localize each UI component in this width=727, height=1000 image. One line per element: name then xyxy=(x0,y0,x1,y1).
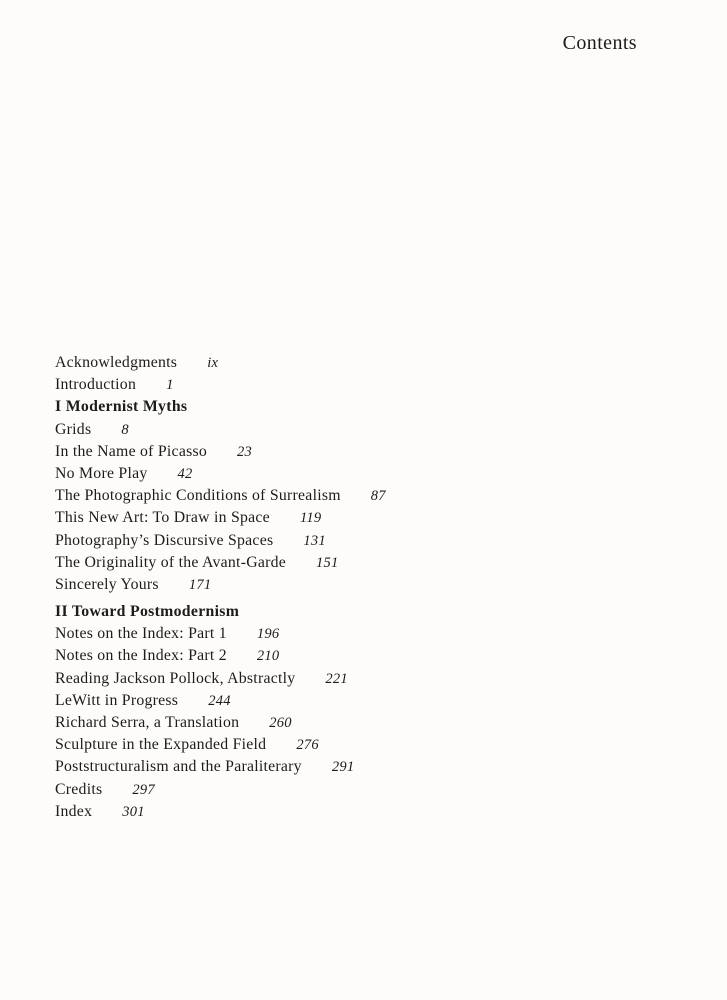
toc-page-number: 42 xyxy=(177,465,193,482)
toc-entry-index[interactable] xyxy=(55,801,655,823)
toc-page-number: 196 xyxy=(256,626,280,643)
toc-entry-title: Richard Serra, a Translation xyxy=(55,714,240,731)
toc-page-number: 244 xyxy=(208,692,231,709)
toc-page-number: 8 xyxy=(121,421,129,438)
toc-entry-title: This New Art: To Draw in Space xyxy=(55,509,270,527)
toc-entry-title: Reading Jackson Pollock, Abstractly xyxy=(55,669,296,687)
toc-entry-title: LeWitt in Progress xyxy=(55,691,179,709)
toc-page-number: 221 xyxy=(325,670,348,687)
toc-entry-title: Credits xyxy=(55,780,103,798)
toc-page-number: 260 xyxy=(269,715,292,731)
toc-entry-title: Index xyxy=(55,802,93,820)
toc-entry-title: The Originality of the Avant-Garde xyxy=(55,553,287,571)
toc-page-number: 291 xyxy=(331,759,355,776)
part-heading-toward-postmodernism: II Toward Postmodernism xyxy=(55,603,240,621)
table-of-contents xyxy=(55,352,655,823)
toc-entry-reading-pollock[interactable] xyxy=(55,668,655,690)
toc-entry-discursive-spaces[interactable] xyxy=(55,530,655,552)
toc-entry-richard-serra[interactable] xyxy=(55,712,655,734)
toc-entry-title: No More Play xyxy=(55,464,148,482)
toc-entry-index-part-2[interactable] xyxy=(55,645,655,667)
toc-entry-credits[interactable] xyxy=(55,779,655,801)
toc-entry-title: Poststructuralism and the Paraliterary xyxy=(55,758,302,776)
toc-entry-introduction[interactable] xyxy=(55,374,655,396)
toc-page-number: 301 xyxy=(122,803,145,820)
page-title: Contents xyxy=(562,32,637,54)
toc-page-number: 276 xyxy=(296,737,319,754)
toc-entry-name-of-picasso[interactable] xyxy=(55,441,655,463)
toc-entry-index-part-1[interactable] xyxy=(55,623,655,645)
part-heading-modernist-myths: I Modernist Myths xyxy=(55,398,188,416)
toc-entry-title: Sculpture in the Expanded Field xyxy=(55,736,267,754)
toc-page-number: 151 xyxy=(316,554,339,571)
toc-entry-sincerely-yours[interactable] xyxy=(55,574,655,596)
toc-entry-title: Grids xyxy=(55,420,92,438)
toc-entry-grids[interactable] xyxy=(55,419,655,441)
toc-entry-photographic-conditions[interactable] xyxy=(55,485,655,507)
toc-entry-draw-in-space[interactable] xyxy=(55,507,655,529)
toc-entry-title: Notes on the Index: Part 2 xyxy=(55,647,227,665)
toc-entry-no-more-play[interactable] xyxy=(55,463,655,485)
toc-entry-expanded-field[interactable] xyxy=(55,734,655,756)
toc-page-number: 1 xyxy=(166,377,174,394)
toc-page-number: 119 xyxy=(299,510,322,527)
toc-page-number: 87 xyxy=(370,488,386,505)
toc-entry-originality-avant-garde[interactable] xyxy=(55,552,655,574)
toc-entry-title: Photography’s Discursive Spaces xyxy=(55,531,274,549)
toc-entry-title: The Photographic Conditions of Surrealism xyxy=(55,487,341,505)
toc-entry-title: Notes on the Index: Part 1 xyxy=(55,625,227,643)
toc-entry-lewitt-in-progress[interactable] xyxy=(55,690,655,712)
toc-page-number: 131 xyxy=(303,532,326,549)
toc-page-number: 171 xyxy=(188,576,212,593)
toc-entry-acknowledgments[interactable] xyxy=(55,352,655,374)
toc-entry-title: Acknowledgments xyxy=(55,354,178,371)
toc-entry-title: Sincerely Yours xyxy=(55,575,159,593)
toc-page-number: 210 xyxy=(256,648,280,665)
toc-page-number: ix xyxy=(207,355,219,371)
toc-page-number: 23 xyxy=(237,443,253,460)
toc-entry-title: Introduction xyxy=(55,376,137,394)
toc-page-number: 297 xyxy=(132,781,155,798)
toc-entry-poststructuralism[interactable] xyxy=(55,756,655,778)
toc-entry-title: In the Name of Picasso xyxy=(55,442,208,460)
